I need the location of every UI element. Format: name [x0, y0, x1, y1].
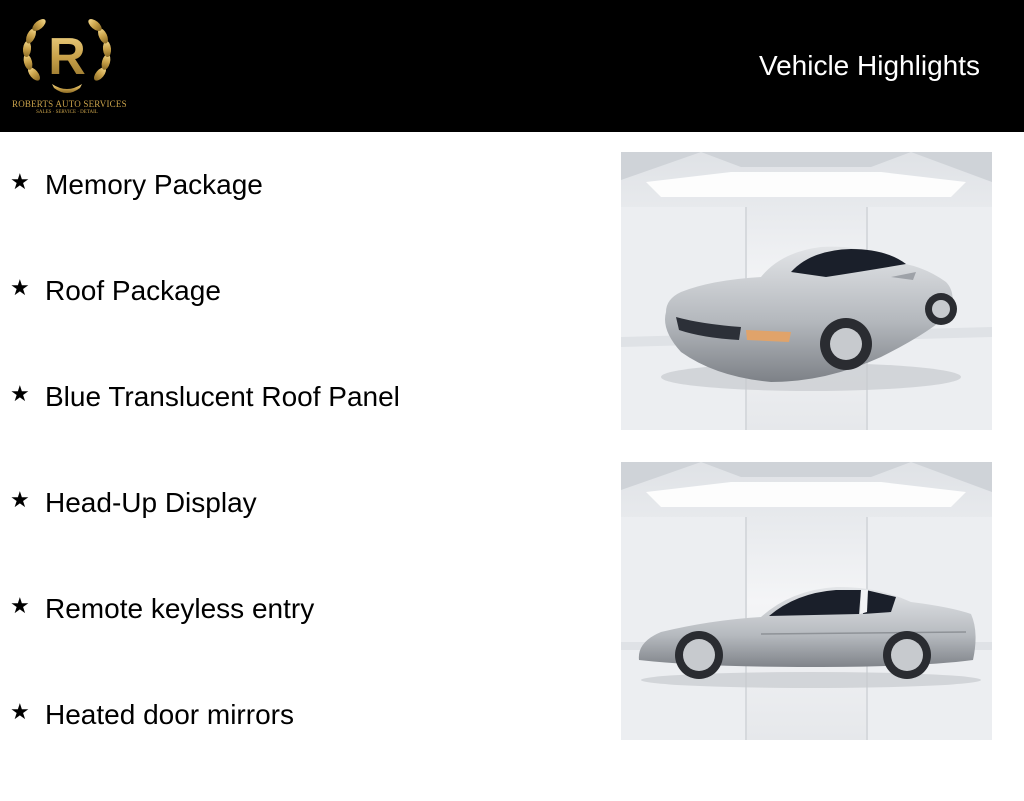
highlight-label: Memory Package: [45, 169, 263, 200]
header-bar: [0, 0, 1024, 132]
page-title: Vehicle Highlights: [758, 50, 980, 81]
star-icon: ★: [10, 275, 30, 300]
svg-text:R: R: [48, 28, 86, 86]
highlights-list: [10, 165, 590, 801]
logo-dealer-name: ROBERTS AUTO SERVICES: [12, 99, 127, 109]
dealer-logo[interactable]: [12, 12, 127, 120]
list-item: [10, 589, 590, 695]
star-icon: ★: [10, 169, 30, 194]
vehicle-photo-front-three-quarter[interactable]: [621, 152, 992, 430]
list-item: [10, 377, 590, 483]
highlight-label: Roof Package: [45, 275, 221, 306]
highlight-label: Blue Translucent Roof Panel: [45, 381, 400, 412]
list-item: [10, 165, 590, 271]
star-icon: ★: [10, 487, 30, 512]
highlight-label: Remote keyless entry: [45, 593, 315, 624]
laurel-wreath-icon: [12, 12, 122, 102]
star-icon: ★: [10, 699, 30, 724]
list-item: [10, 695, 590, 801]
star-icon: ★: [10, 381, 30, 406]
list-item: [10, 271, 590, 377]
logo-tagline: SALES · SERVICE · DETAIL: [36, 110, 98, 115]
highlight-label: Head-Up Display: [45, 487, 257, 518]
star-icon: ★: [10, 593, 30, 618]
vehicle-photo-side-profile[interactable]: [621, 462, 992, 740]
highlight-label: Heated door mirrors: [45, 699, 294, 730]
list-item: [10, 483, 590, 589]
